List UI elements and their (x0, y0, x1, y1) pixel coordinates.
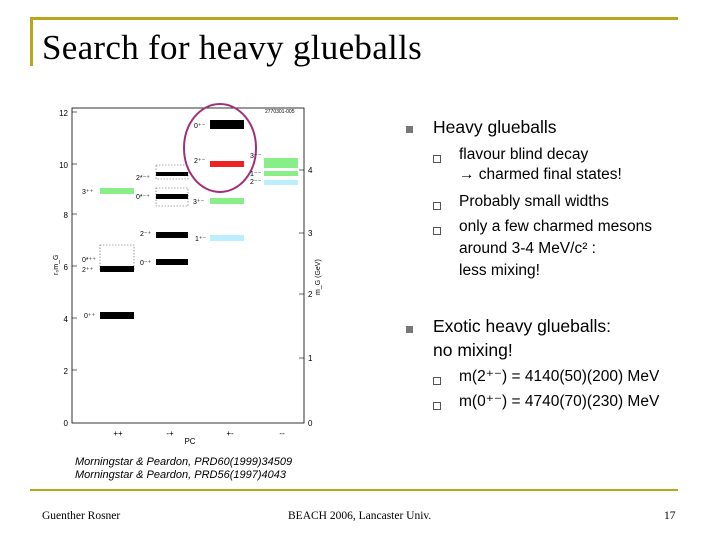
sub-bullet-widths: Probably small widths (459, 193, 609, 210)
label-0mp: 0⁻⁺ (140, 260, 152, 267)
right-tick-1: 1 (308, 354, 313, 363)
sub-bullet-charm-2: around 3-4 MeV/c² : (459, 240, 596, 257)
label-3mm: 3⁻⁻ (250, 153, 262, 160)
label-2pm: 2⁺⁻ (194, 158, 206, 165)
level-2pm (210, 161, 244, 167)
x-category-pm: +- (226, 429, 234, 438)
citation-1: Morningstar & Peardon, PRD60(1999)34509 (75, 456, 293, 468)
sub-bullet-marker (433, 155, 441, 163)
left-tick-2: 2 (63, 367, 68, 376)
label-0starmp: 0*⁻⁺ (136, 194, 151, 201)
x-category-mm: -- (279, 429, 285, 438)
level-2starmp (156, 172, 188, 176)
sub-bullet-charm-1: only a few charmed mesons (459, 218, 652, 235)
level-0pp (100, 312, 134, 319)
footer-author: Guenther Rosner (42, 510, 121, 522)
bullet-exotic-1: Exotic heavy glueballs: (433, 316, 612, 336)
left-tick-12: 12 (59, 109, 68, 118)
bullet-heavy-glueballs: Heavy glueballs (433, 117, 557, 137)
slide-frame-left (30, 17, 33, 66)
level-2pp (100, 266, 134, 272)
level-1mm (264, 180, 298, 185)
x-category-mp: -+ (166, 429, 174, 438)
highlight-circle (184, 104, 256, 192)
label-2mm: 2⁻⁻ (250, 179, 262, 186)
level-2mp (156, 232, 188, 238)
bullet-marker (406, 326, 413, 333)
left-tick-0: 0 (63, 419, 68, 428)
slide-title: Search for heavy glueballs (42, 28, 423, 67)
sub-bullet-mass-2pm: m(2⁺⁻) = 4140(50)(200) MeV (459, 368, 660, 385)
right-tick-2: 2 (308, 290, 313, 299)
footer-conference: BEACH 2006, Lancaster Univ. (288, 510, 432, 522)
footer-page-number: 17 (664, 510, 676, 522)
label-2mp: 2⁻⁺ (140, 231, 152, 238)
right-tick-0: 0 (308, 419, 313, 428)
left-tick-4: 4 (63, 315, 68, 324)
level-0pm (210, 120, 244, 129)
level-2mm (264, 171, 298, 176)
sub-bullet-mass-0pm: m(0⁺⁻) = 4740(70)(230) MeV (459, 393, 660, 410)
level-0mp (156, 259, 188, 265)
citation-2: Morningstar & Peardon, PRD56(1997)4043 (75, 469, 286, 481)
figure-tag: 2770301-005 (265, 109, 295, 115)
label-0starpp: 0*⁺⁺ (82, 257, 97, 264)
bullet-exotic-2: no mixing! (433, 340, 513, 360)
right-tick-3: 3 (308, 229, 313, 238)
plot-frame (72, 108, 304, 423)
sub-bullet-marker (433, 202, 441, 210)
left-tick-8: 8 (63, 211, 68, 220)
label-3pp: 3⁺⁺ (82, 189, 94, 196)
slide-frame-top (30, 17, 678, 20)
level-0starmp (156, 194, 188, 199)
left-axis-label: r₀m_G (53, 254, 60, 275)
left-tick-6: 6 (63, 263, 68, 272)
glueball-spectrum-figure (50, 100, 330, 450)
x-category-pp: ++ (113, 429, 123, 438)
x-axis-label: PC (184, 437, 196, 446)
label-0pm: 0⁺⁻ (194, 123, 206, 130)
level-3pm (210, 198, 244, 204)
label-3pm: 3⁺⁻ (193, 199, 205, 206)
citations (75, 456, 292, 482)
label-2pp: 2⁺⁺ (82, 267, 94, 274)
bullet-marker (406, 126, 413, 133)
sub-bullet-marker (433, 402, 441, 410)
level-3pp (100, 188, 134, 194)
sub-bullet-marker (433, 377, 441, 385)
sub-bullet-marker (433, 227, 441, 235)
level-1pm (210, 235, 244, 241)
slide-frame-bottom (30, 489, 678, 491)
label-1pm: 1⁺⁻ (195, 236, 207, 243)
right-tick-4: 4 (308, 166, 313, 175)
label-2starmp: 2*⁻⁺ (136, 175, 151, 182)
right-axis-label: m_G (GeV) (315, 259, 322, 295)
label-1mm: 1⁻⁻ (250, 171, 262, 178)
left-tick-10: 10 (59, 161, 68, 170)
sub-bullet-flavour-1: flavour blind decay (459, 146, 589, 163)
sub-bullet-flavour-2: → charmed final states! (459, 166, 622, 183)
level-3mm (264, 158, 298, 168)
label-0pp: 0⁺⁺ (84, 313, 96, 320)
sub-bullet-charm-3: less mixing! (459, 262, 540, 279)
